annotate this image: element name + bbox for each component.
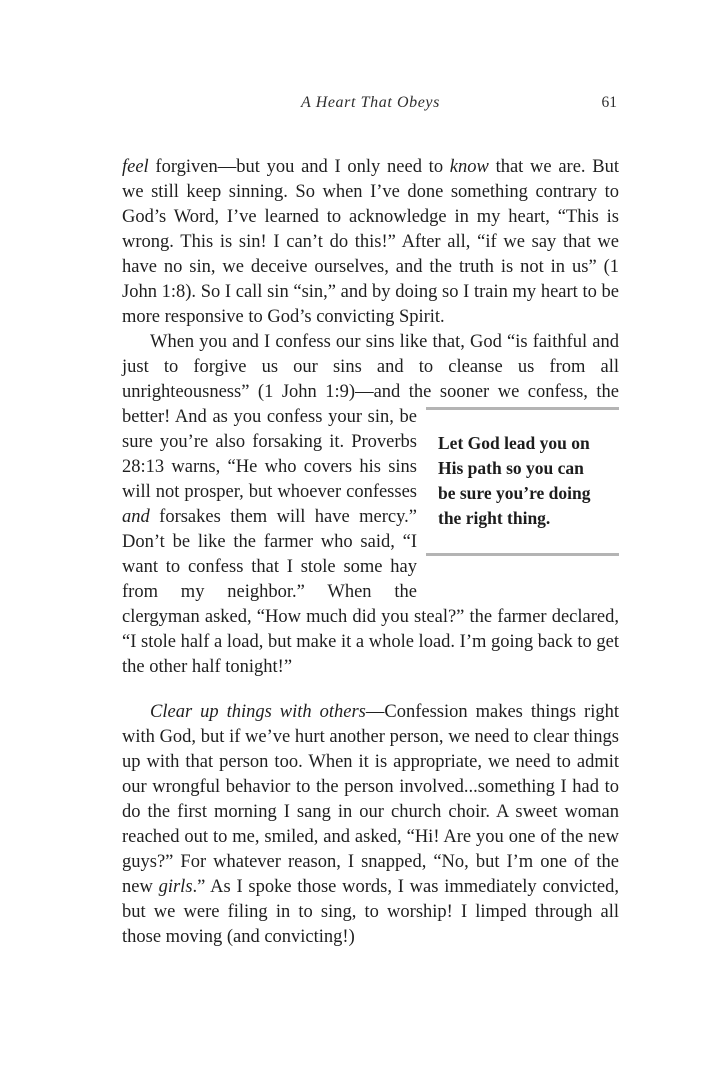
body-text — [122, 155, 619, 950]
pull-quote-line: be sure you’re doing — [438, 483, 591, 503]
text-segment: —Confession makes things right with God, but if we’ve hurt another person, we need to clear things up with that person too. When it is appropriate, we need to admit our wrongful behavior to the person involved...something I had to do the first morning I sang in our church choir. A sweet woman reached out to me, smiled, and asked, “Hi! Are you one of the new guys?” For whatever reason, I snapped, “No, but I’m one of the new — [122, 702, 619, 897]
text-segment: forsakes them will have mercy.” Don’t be like the farmer who said, “I want to confess that I stole some hay from my neighbor.” When the clergyman asked, “How much did you steal?” the farmer declared, “I stole half a load, but make it a whole load. I’m going back to get the other half tonight!” — [122, 507, 619, 677]
text-segment: that we are. But we still keep sinning. So when I’ve done something contrary to God’s Word, I’ve learned to acknowledge in my heart, “This is wrong. This is sin! I can’t do this!” After all, “if we say that we have no sin, we deceive ourselves, and the truth is not in us” (1 John 1:8). So I call sin “sin,” and by doing so I train my heart to be more responsive to God’s convicting Spirit. — [122, 157, 619, 327]
text-segment: know — [449, 157, 489, 177]
text-segment: and — [122, 507, 150, 527]
paragraph-3 — [122, 700, 619, 950]
text-segment: .” As I spoke those words, I was immediately convicted, but we were filing in to sing, to worship! I limped through all those moving (and convicting!) — [122, 877, 619, 947]
running-head: A Heart That Obeys — [301, 94, 440, 111]
pull-quote-line: the right thing. — [438, 508, 551, 528]
text-segment: girls — [158, 877, 193, 897]
text-segment: forgiven—but you and I only need to — [148, 157, 450, 177]
pull-quote — [426, 407, 619, 556]
page-header — [122, 94, 619, 114]
pull-quote-line: His path so you can — [438, 458, 584, 478]
paragraph-2 — [122, 330, 619, 680]
text-segment: better! And as you confess your sin, be sure you’re also forsaking it. Proverbs 28:13 warns, “He who covers his sins will not prosper, but whoever confesses — [122, 407, 417, 502]
page-number: 61 — [601, 94, 617, 111]
text-segment: Clear up things with others — [150, 702, 366, 722]
pull-quote-line: Let God lead you on — [438, 433, 590, 453]
text-segment: When you and I confess our sins like that, God “is faithful and just to forgive us our sins and to cleanse us from all unrighteousness” (1 John 1:9)—and the sooner we confess, the — [122, 332, 619, 402]
paragraph-1 — [122, 155, 619, 330]
text-segment: feel — [122, 157, 149, 177]
